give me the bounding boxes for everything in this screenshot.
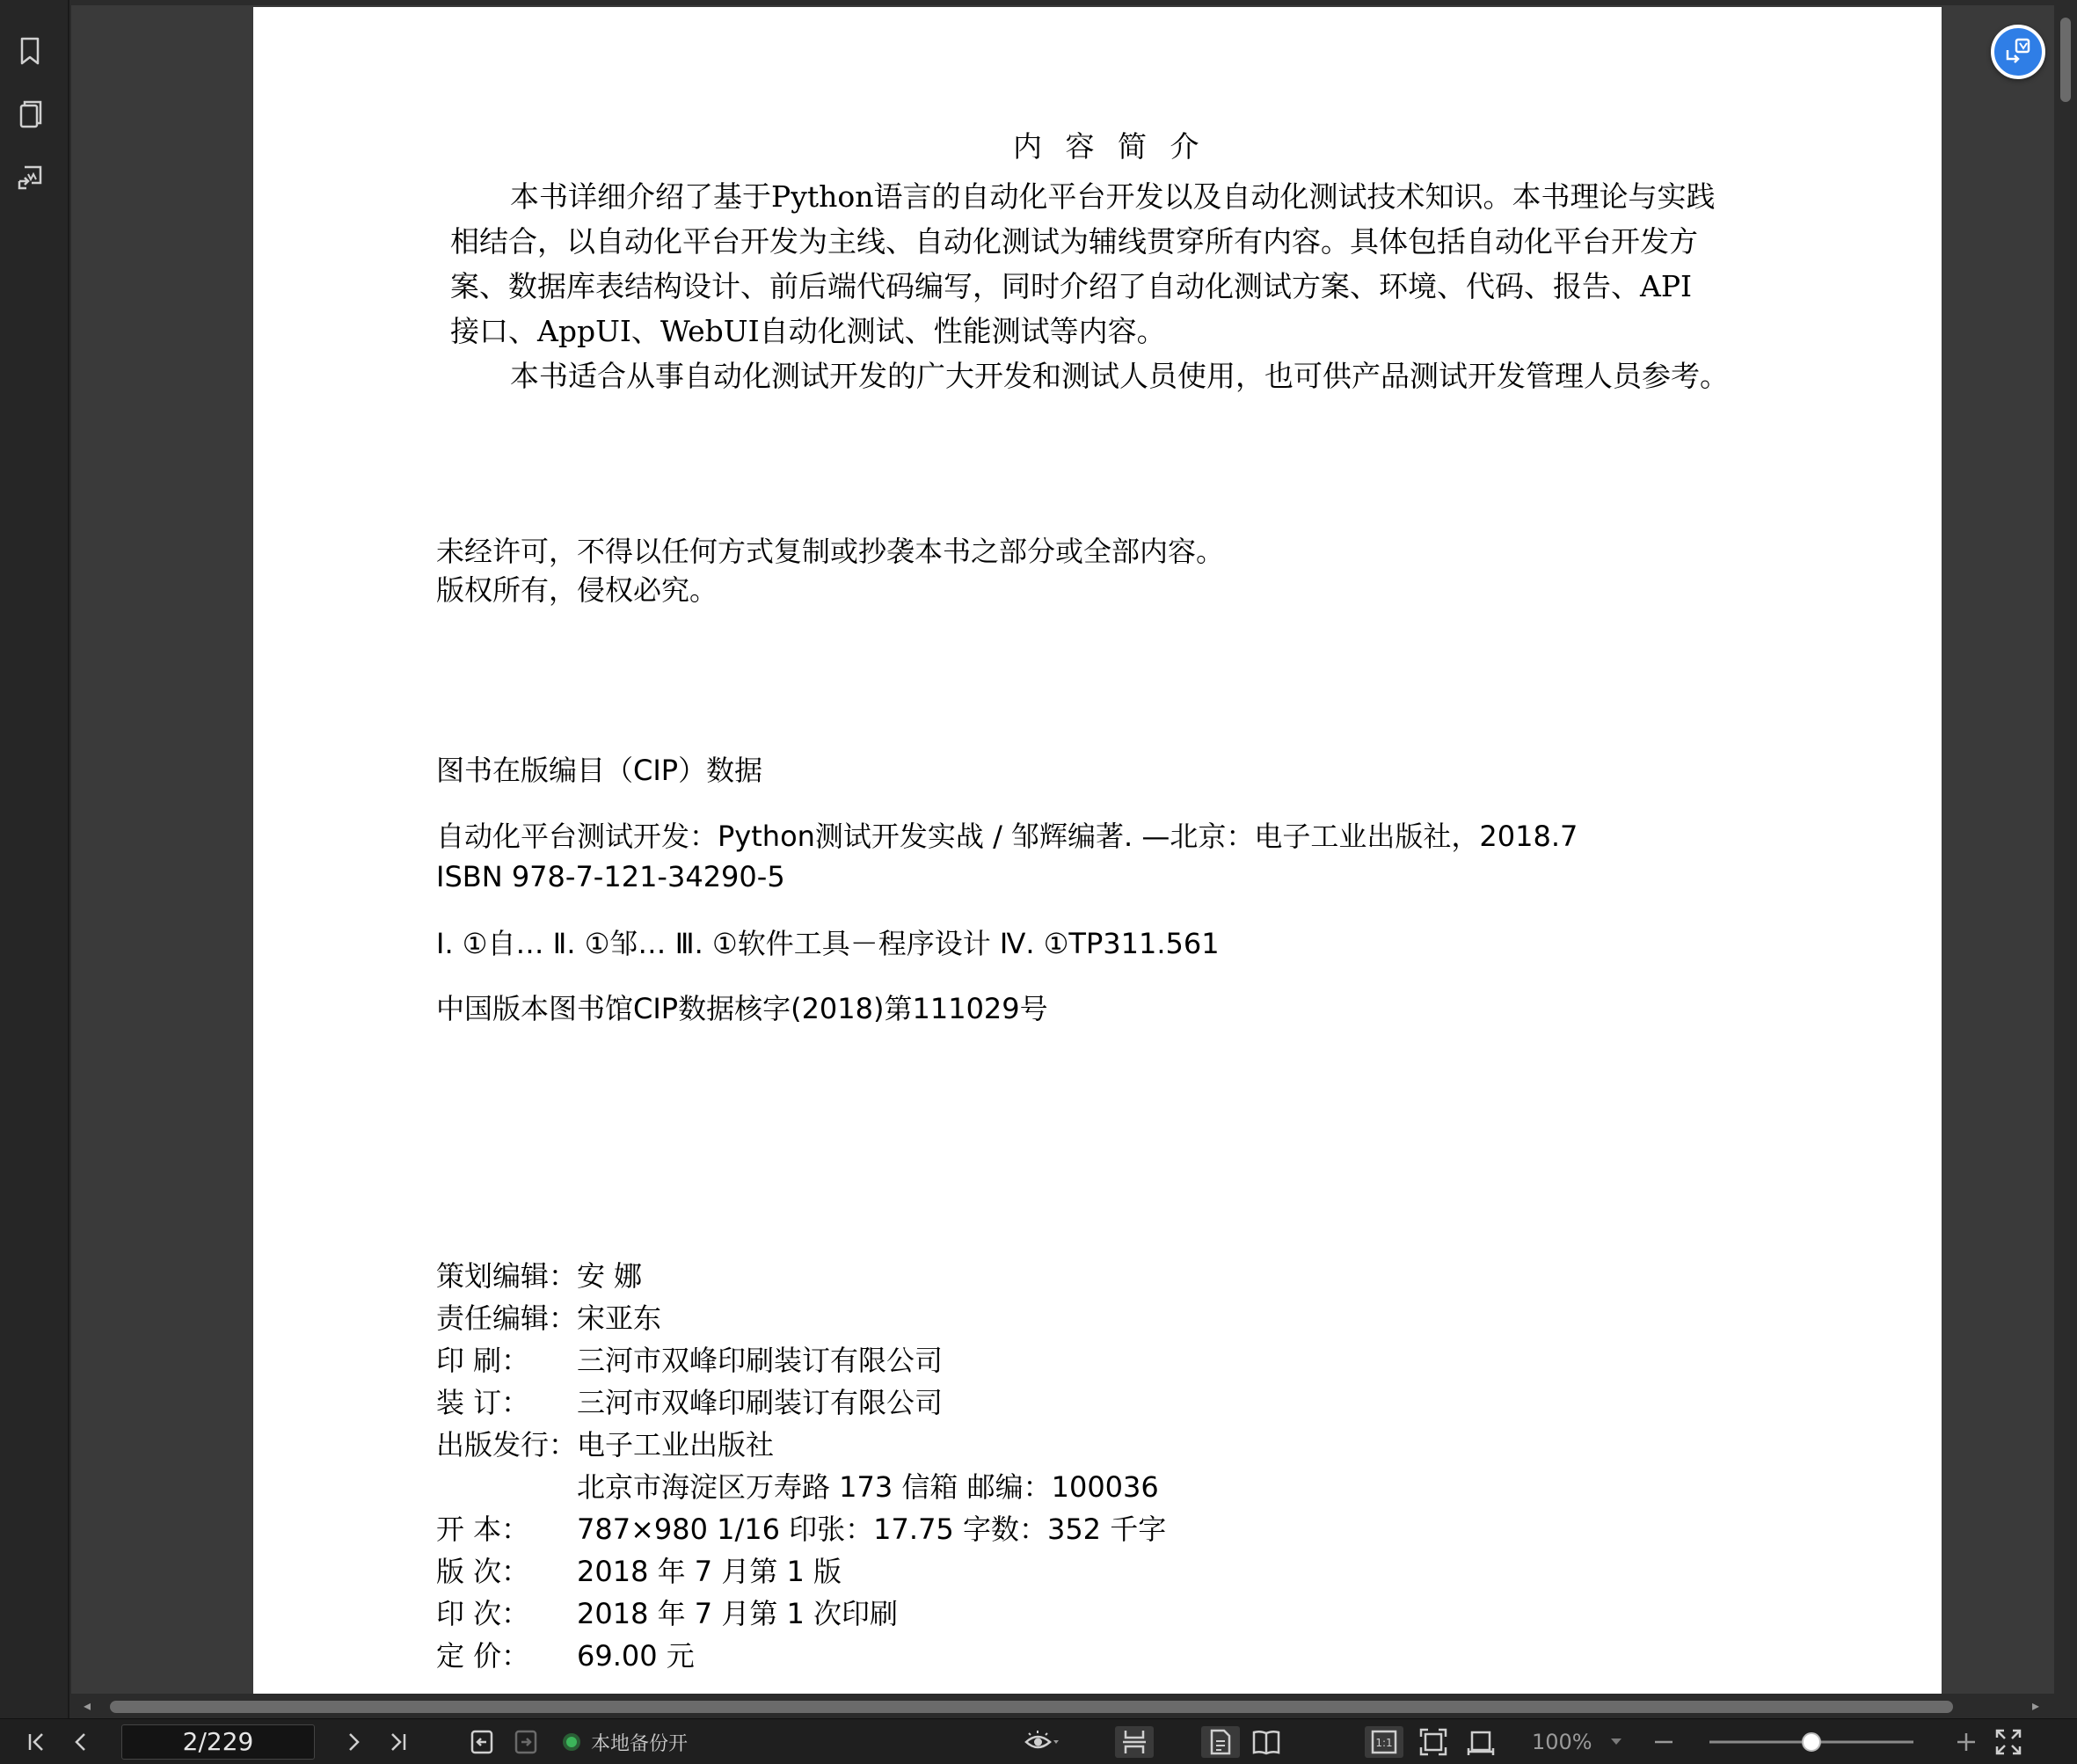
colophon-value: 宋亚东: [577, 1301, 662, 1335]
last-page-icon: [387, 1731, 408, 1753]
colophon-label: 策划编辑：: [436, 1259, 578, 1293]
colophon-value: 电子工业出版社: [577, 1428, 775, 1461]
summary-line: 接口、AppUI、WebUI自动化测试、性能测试等内容。: [450, 314, 1166, 348]
cip-heading: 图书在版编目（CIP）数据: [436, 754, 763, 787]
pages-icon[interactable]: [12, 97, 47, 132]
colophon-label: 出版发行：: [436, 1428, 578, 1461]
horizontal-scrollbar-thumb[interactable]: [110, 1701, 1953, 1713]
colophon-value: 69.00 元: [577, 1639, 695, 1673]
copyright-line: 版权所有，侵权必究。: [436, 573, 718, 607]
continuous-scroll-button[interactable]: [1115, 1726, 1154, 1758]
colophon-value: 787×980 1/16 印张：17.75 字数：352 千字: [577, 1513, 1167, 1546]
double-page-icon: [1251, 1729, 1281, 1755]
chevron-right-icon: [343, 1731, 364, 1753]
colophon-label: 版 次：: [436, 1555, 530, 1588]
vertical-scrollbar[interactable]: [2054, 5, 2077, 1694]
back-to-previous-view-button[interactable]: [466, 1726, 498, 1758]
colophon-value: 2018 年 7 月第 1 次印刷: [577, 1597, 899, 1630]
chevron-down-icon: [1610, 1738, 1622, 1746]
annotation-icon[interactable]: [12, 160, 47, 195]
plus-icon: [1956, 1731, 1977, 1753]
summary-title: 内 容 简 介: [1013, 129, 1206, 164]
bookmark-icon[interactable]: [12, 33, 47, 69]
last-page-button[interactable]: [382, 1726, 413, 1758]
zoom-level-select[interactable]: [1518, 1726, 1614, 1758]
first-page-button[interactable]: [21, 1726, 53, 1758]
zoom-out-button[interactable]: [1648, 1726, 1680, 1758]
previous-page-button[interactable]: [65, 1726, 97, 1758]
minus-icon: [1653, 1731, 1674, 1753]
fit-width-button[interactable]: [1461, 1726, 1500, 1758]
summary-line: 相结合，以自动化平台开发为主线、自动化测试为辅线贯穿所有内容。具体包括自动化平台开发方: [450, 224, 1698, 259]
copyright-line: 未经许可，不得以任何方式复制或抄袭本书之部分或全部内容。: [436, 535, 1225, 568]
isbn: ISBN 978-7-121-34290-5: [436, 860, 785, 893]
summary-line: 本书详细介绍了基于Python语言的自动化平台开发以及自动化测试技术知识。本书理论与实践: [510, 179, 1716, 214]
colophon-address: 北京市海淀区万寿路 173 信箱 邮编：100036: [577, 1470, 1159, 1504]
forward-view-button[interactable]: [510, 1726, 542, 1758]
zoom-in-button[interactable]: [1950, 1726, 1982, 1758]
colophon-label: 定 价：: [436, 1639, 530, 1673]
pdf-page: [253, 7, 1942, 1695]
colophon-value: 安 娜: [577, 1259, 643, 1293]
first-page-icon: [26, 1731, 47, 1753]
single-page-view-button[interactable]: [1201, 1726, 1240, 1758]
double-page-view-button[interactable]: [1247, 1726, 1286, 1758]
scroll-left-arrow-icon[interactable]: ◂: [84, 1697, 91, 1714]
classification: Ⅰ. ①自… Ⅱ. ①邹… Ⅲ. ①软件工具－程序设计 Ⅳ. ①TP311.561: [436, 927, 1220, 960]
colophon-value: 2018 年 7 月第 1 版: [577, 1555, 842, 1588]
fullscreen-icon: [1995, 1729, 2022, 1755]
bottom-toolbar: [0, 1718, 2077, 1764]
summary-line: 本书适合从事自动化测试开发的广大开发和测试人员使用，也可供产品测试开发管理人员参考。: [510, 359, 1729, 393]
scroll-right-arrow-icon[interactable]: ▸: [2032, 1697, 2040, 1714]
zoom-slider-knob: [1803, 1733, 1820, 1751]
colophon-label: 开 本：: [436, 1513, 530, 1546]
horizontal-scrollbar[interactable]: [71, 1694, 2054, 1718]
chevron-left-icon: [70, 1731, 91, 1753]
page-number-input[interactable]: 2/229: [121, 1724, 315, 1760]
actual-size-icon: [1371, 1730, 1397, 1754]
backup-status-label: 本地备份开: [591, 1732, 689, 1755]
continuous-scroll-icon: [1121, 1729, 1148, 1755]
colophon-label: 装 订：: [436, 1386, 530, 1419]
zoom-level-value: 100%: [1532, 1730, 1592, 1754]
document-viewport[interactable]: [71, 5, 2054, 1694]
forward-view-icon: [514, 1729, 538, 1755]
colophon-label: 印 刷：: [436, 1344, 530, 1377]
eye-icon: [1024, 1729, 1059, 1755]
vertical-scrollbar-thumb[interactable]: [2060, 18, 2071, 102]
cip-entry: 自动化平台测试开发：Python测试开发实战 / 邹辉编著. —北京：电子工业出版社，2018.7: [436, 820, 1578, 853]
convert-float-button[interactable]: [1991, 25, 2045, 79]
next-page-button[interactable]: [338, 1726, 369, 1758]
left-sidebar: [0, 0, 69, 1718]
actual-size-button[interactable]: [1365, 1726, 1403, 1758]
svg-text:1:1: 1:1: [1375, 1737, 1393, 1749]
backup-status-dot-icon: [563, 1733, 580, 1751]
cip-number: 中国版本图书馆CIP数据核字(2018)第111029号: [436, 992, 1048, 1025]
single-page-icon: [1209, 1729, 1232, 1755]
local-backup-status[interactable]: [563, 1726, 712, 1758]
back-view-icon: [470, 1729, 494, 1755]
summary-line: 案、数据库表结构设计、前后端代码编写，同时介绍了自动化测试方案、环境、代码、报告、API: [450, 269, 1693, 303]
fit-page-icon: [1419, 1728, 1447, 1756]
colophon-label: 责任编辑：: [436, 1301, 578, 1335]
fit-page-button[interactable]: [1414, 1726, 1453, 1758]
zoom-slider[interactable]: [1706, 1726, 1917, 1758]
colophon-value: 三河市双峰印刷装订有限公司: [577, 1344, 944, 1377]
fit-width-icon: [1467, 1729, 1495, 1755]
convert-icon: [2004, 36, 2032, 68]
colophon-value: 三河市双峰印刷装订有限公司: [577, 1386, 944, 1419]
fullscreen-button[interactable]: [1991, 1726, 2026, 1758]
eye-protection-button[interactable]: [1015, 1726, 1068, 1758]
colophon-label: 印 次：: [436, 1597, 530, 1630]
